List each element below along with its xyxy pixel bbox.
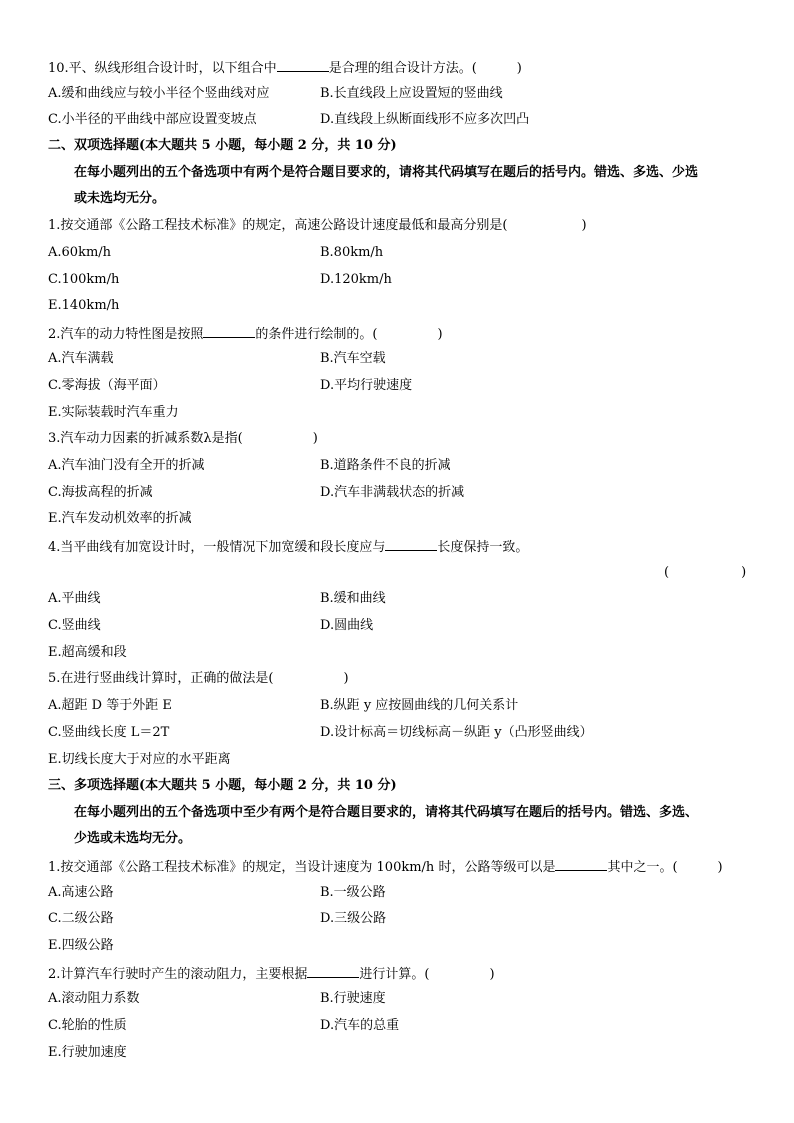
- option-c: C.小半径的平曲线中部应设置变坡点: [48, 112, 257, 127]
- answer-blank[interactable]: [385, 538, 437, 551]
- option-d: D.设计标高＝切线标高－纵距 y（凸形竖曲线）: [320, 725, 593, 740]
- stem: 3.汽车动力因素的折减系数λ是指(: [48, 431, 243, 446]
- option-e: E.超高缓和段: [48, 645, 127, 660]
- stem-part-a: 4.当平曲线有加宽设计时，一般情况下加宽缓和段长度应与: [48, 540, 386, 555]
- option-d: D.120km/h: [320, 272, 392, 287]
- stem-part-b: 是合理的组合设计方法。(: [328, 61, 477, 76]
- option-b: B.80km/h: [320, 245, 384, 260]
- s2-question-4-stem: [48, 538, 528, 554]
- section-2-heading: 二、双项选择题(本大题共 5 小题，每小题 2 分，共 10 分): [48, 138, 397, 153]
- option-d: D.三级公路: [320, 911, 387, 926]
- option-b: B.汽车空载: [320, 351, 386, 366]
- s3-question-2-stem: [48, 965, 495, 981]
- paren-close: ): [741, 565, 747, 580]
- s3-question-1-stem: [48, 858, 723, 874]
- section-2-instruction-line2: 或未选均无分。: [74, 191, 166, 206]
- paren-close: ): [489, 967, 495, 982]
- option-b: B.长直线段上应设置短的竖曲线: [320, 86, 503, 101]
- stem-part-a: 2.汽车的动力特性图是按照: [48, 327, 204, 342]
- option-e: E.四级公路: [48, 938, 114, 953]
- option-c: C.海拔高程的折减: [48, 485, 153, 500]
- option-d: D.汽车的总重: [320, 1018, 400, 1033]
- s2-question-4-paren[interactable]: [664, 565, 746, 581]
- option-a: A.汽车油门没有全开的折减: [48, 458, 205, 473]
- option-b: B.缓和曲线: [320, 591, 386, 606]
- s2-question-3-stem: [48, 431, 318, 447]
- section-3-heading: 三、多项选择题(本大题共 5 小题，每小题 2 分，共 10 分): [48, 778, 397, 793]
- option-b: B.行驶速度: [320, 991, 386, 1006]
- option-b: B.道路条件不良的折减: [320, 458, 451, 473]
- option-d: D.直线段上纵断面线形不应多次凹凸: [320, 112, 530, 127]
- option-a: A.平曲线: [48, 591, 101, 606]
- stem-part-a: 1.按交通部《公路工程技术标准》的规定，当设计速度为 100km/h 时，公路等级可以是: [48, 860, 556, 875]
- option-d: D.圆曲线: [320, 618, 374, 633]
- option-b: B.一级公路: [320, 885, 386, 900]
- stem-part-b: 进行计算。(: [359, 967, 430, 982]
- stem-part-a: 2.计算汽车行驶时产生的滚动阻力，主要根据: [48, 967, 308, 982]
- stem-part-b: 长度保持一致。: [437, 540, 529, 555]
- s2-question-5-stem: [48, 671, 349, 687]
- option-c: C.二级公路: [48, 911, 114, 926]
- option-a: A.汽车满载: [48, 351, 114, 366]
- option-d: D.汽车非满载状态的折减: [320, 485, 465, 500]
- stem: 5.在进行竖曲线计算时，正确的做法是(: [48, 671, 274, 686]
- paren-close: ): [343, 671, 349, 686]
- option-b: B.纵距 y 应按圆曲线的几何关系计: [320, 698, 519, 713]
- option-e: E.实际装载时汽车重力: [48, 405, 179, 420]
- option-c: C.竖曲线: [48, 618, 101, 633]
- paren-open: (: [664, 565, 670, 580]
- option-a: A.滚动阻力系数: [48, 991, 140, 1006]
- stem-part-b: 其中之一。(: [607, 860, 678, 875]
- paren-close: ): [717, 860, 723, 875]
- option-c: C.轮胎的性质: [48, 1018, 127, 1033]
- paren-close: ): [516, 61, 522, 76]
- option-e: E.行驶加速度: [48, 1045, 127, 1060]
- stem-part-b: 的条件进行绘制的。(: [255, 327, 378, 342]
- option-a: A.60km/h: [48, 245, 112, 260]
- option-c: C.竖曲线长度 L＝2T: [48, 725, 170, 740]
- answer-blank[interactable]: [307, 965, 359, 978]
- option-e: E.140km/h: [48, 298, 120, 313]
- section-3-instruction-line1: 在每小题列出的五个备选项中至少有两个是符合题目要求的，请将其代码填写在题后的括号内。错选、多选、: [74, 805, 699, 820]
- stem-part-a: 10.平、纵线形组合设计时，以下组合中: [48, 61, 277, 76]
- s2-question-1-stem: [48, 218, 587, 234]
- paren-close: ): [437, 327, 443, 342]
- option-a: A.高速公路: [48, 885, 114, 900]
- question-10-stem: [48, 59, 522, 75]
- option-a: A.缓和曲线应与较小半径个竖曲线对应: [48, 86, 270, 101]
- answer-blank[interactable]: [555, 858, 607, 871]
- s2-question-2-stem: [48, 325, 443, 341]
- paren-close: ): [312, 431, 318, 446]
- answer-blank[interactable]: [277, 59, 329, 72]
- paren-close: ): [581, 218, 587, 233]
- option-c: C.100km/h: [48, 272, 120, 287]
- stem: 1.按交通部《公路工程技术标准》的规定，高速公路设计速度最低和最高分别是(: [48, 218, 508, 233]
- option-c: C.零海拔（海平面）: [48, 378, 166, 393]
- option-e: E.汽车发动机效率的折减: [48, 511, 192, 526]
- option-e: E.切线长度大于对应的水平距离: [48, 752, 231, 767]
- section-2-instruction-line1: 在每小题列出的五个备选项中有两个是符合题目要求的，请将其代码填写在题后的括号内。错选、多选、少选: [74, 165, 699, 180]
- option-a: A.超距 D 等于外距 E: [48, 698, 172, 713]
- answer-blank[interactable]: [203, 325, 255, 338]
- option-d: D.平均行驶速度: [320, 378, 413, 393]
- section-3-instruction-line2: 少选或未选均无分。: [74, 831, 192, 846]
